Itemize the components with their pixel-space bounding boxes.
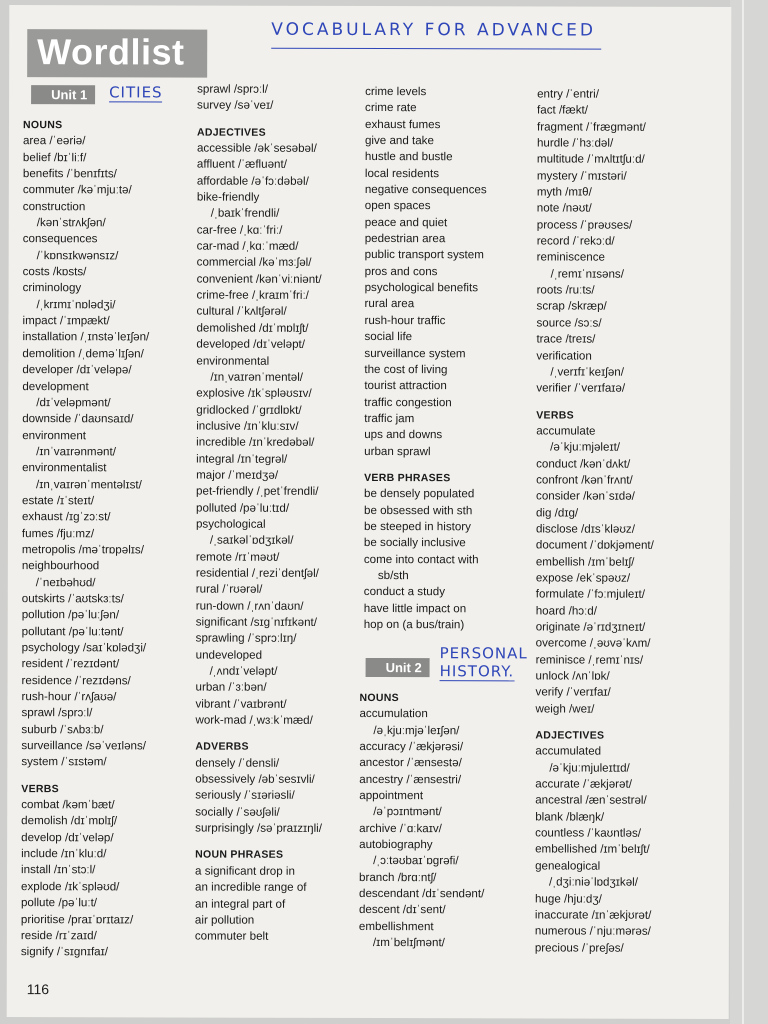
word-entry: inaccurate /ɪnˈækjʊrət/	[534, 908, 652, 922]
word-entry: process /ˈprəʊses/	[536, 218, 633, 232]
word-entry: installation /ˌɪnstəˈleɪʃən/	[22, 330, 150, 344]
word-entry: huge /hjuːdʒ/	[534, 891, 602, 906]
word-entry: resident /ˈrezɪdənt/	[21, 657, 120, 671]
column-3-top	[364, 84, 487, 634]
word-entry: fumes /fjuːmz/	[21, 526, 95, 540]
word-entry: environmentalist	[22, 461, 107, 475]
pronunciation-line: /ɪnˈvaɪrənmənt/	[36, 445, 116, 459]
word-entry: negative consequences	[364, 183, 487, 197]
section-heading: ADJECTIVES	[196, 126, 266, 139]
word-entry: inclusive /ɪnˈkluːsɪv/	[196, 419, 299, 433]
word-entry: urban /ˈɜːbən/	[195, 680, 267, 695]
pronunciation-line: /ɪmˈbelɪʃmənt/	[372, 936, 445, 950]
word-entry: embellishment	[358, 919, 434, 933]
word-entry: formulate /ˈfɔːmjuleɪt/	[535, 587, 645, 602]
word-entry: estate /ɪˈsteɪt/	[22, 493, 95, 508]
word-entry: confront /kənˈfrʌnt/	[536, 473, 633, 487]
word-entry: traffic jam	[364, 411, 415, 425]
word-entry: verification	[536, 348, 592, 363]
pronunciation-line: /əˈkjuːmjəleɪt/	[550, 440, 621, 454]
column-3-bottom	[359, 690, 485, 952]
pronunciation-line: /ˌbaɪkˈfrendli/	[210, 206, 280, 221]
word-entry: signify /ˈsɪgnɪfaɪ/	[20, 945, 109, 959]
page-title: Wordlist	[37, 31, 185, 73]
word-entry: overcome /ˌəʊvəˈkʌm/	[535, 636, 651, 651]
word-entry: an integral part of	[194, 897, 286, 911]
column-2	[195, 82, 324, 946]
pronunciation-line: /ɪnˌvaɪrənˈmentəl/	[210, 370, 304, 384]
word-entry: disclose /dɪsˈkləʊz/	[535, 522, 635, 536]
word-entry: gridlocked /ˈgrɪdlɒkt/	[196, 403, 302, 417]
word-entry: construction	[22, 199, 86, 213]
word-entry: densely /ˈdensli/	[195, 756, 280, 770]
word-entry: suburb /ˈsʌbɜːb/	[21, 722, 104, 737]
word-entry: crime-free /ˌkraɪmˈfriː/	[196, 288, 309, 302]
word-entry: accessible /əkˈsesəbəl/	[196, 141, 317, 155]
word-entry: originate /əˈrɪdʒɪneɪt/	[535, 620, 646, 634]
word-entry: roots /ruːts/	[536, 283, 595, 297]
word-entry: prioritise /praɪˈɒrɪtaɪz/	[20, 912, 134, 926]
word-entry: be socially inclusive	[363, 536, 466, 550]
word-entry: pollutant /pəˈluːtənt/	[21, 624, 124, 639]
wordlist-page	[7, 5, 732, 1019]
pronunciation-line: /ˌremɪˈnɪsəns/	[550, 267, 624, 281]
word-entry: social life	[364, 330, 413, 344]
pronunciation-line: /ˌʌndɪˈveləpt/	[209, 664, 278, 678]
word-entry: demolish /dɪˈmɒlɪʃ/	[21, 814, 118, 828]
word-entry: demolished /dɪˈmɒlɪʃt/	[196, 321, 309, 335]
word-entry: embellished /ɪmˈbelɪʃt/	[535, 842, 650, 857]
pronunciation-line: /ˌverɪfɪˈkeɪʃən/	[550, 365, 624, 379]
word-entry: the cost of living	[364, 362, 448, 377]
word-entry: open spaces	[364, 199, 431, 213]
pronunciation-line: /ɪnˌvaɪrənˈmentəlɪst/	[36, 477, 142, 491]
word-entry: crime rate	[365, 101, 417, 115]
word-entry: unlock /ʌnˈlɒk/	[535, 669, 610, 683]
word-entry: ancestral /ænˈsestrəl/	[535, 793, 647, 808]
word-entry: come into contact with	[363, 552, 479, 566]
word-entry: developer /dɪˈveləpə/	[22, 363, 132, 377]
word-entry: record /ˈrekɔːd/	[536, 234, 615, 248]
handwritten-title: VOCABULARY FOR ADVANCED	[271, 19, 597, 41]
word-entry: branch /brɑːntʃ/	[359, 870, 437, 884]
word-entry: peace and quiet	[364, 215, 448, 229]
handwritten-underline	[271, 48, 601, 50]
pronunciation-line: /ˌdʒiːniəˈlɒdʒɪkəl/	[549, 875, 638, 889]
pronunciation-line: /ˌsaɪkəlˈɒdʒɪkəl/	[209, 533, 294, 548]
word-entry: consequences	[22, 232, 98, 246]
word-entry: install /ɪnˈstɔːl/	[21, 863, 96, 877]
word-entry: run-down /ˌrʌnˈdaʊn/	[195, 599, 304, 613]
word-entry: psychology /saɪˈkɒlədʒi/	[21, 641, 147, 655]
word-entry: entry /ˈentri/	[537, 87, 599, 101]
word-entry: rush-hour /ˈrʌʃaʊə/	[21, 690, 117, 704]
word-entry: residence /ˈrezɪdəns/	[21, 673, 131, 688]
section-heading: NOUNS	[359, 691, 399, 705]
word-entry: environmental	[196, 354, 270, 368]
word-entry: exhaust /ɪgˈzɔːst/	[21, 510, 111, 524]
word-entry: sprawling /ˈsprɔːlɪŋ/	[195, 631, 297, 646]
word-entry: obsessively /əbˈsesɪvli/	[195, 772, 315, 786]
word-entry: autobiography	[359, 838, 433, 852]
word-entry: countless /ˈkaʊntləs/	[535, 826, 642, 840]
unit2-handwritten	[440, 644, 528, 681]
word-entry: mystery /ˈmɪstəri/	[536, 169, 627, 183]
word-entry: myth /mɪθ/	[536, 185, 592, 199]
word-entry: numerous /ˈnjuːmərəs/	[534, 924, 651, 938]
word-entry: hurdle /ˈhɜːdəl/	[536, 136, 614, 150]
column-4	[535, 86, 655, 956]
word-entry: pollute /pəˈluːt/	[20, 896, 98, 910]
word-entry: document /ˈdɒkjəment/	[535, 538, 654, 553]
word-entry: demolition /ˌdeməˈlɪʃən/	[22, 346, 144, 361]
word-entry: seriously /ˈsɪəriəsli/	[195, 788, 295, 803]
word-entry: accurate /ˈækjərət/	[535, 777, 632, 791]
word-entry: developed /dɪˈveləpt/	[196, 337, 306, 351]
word-entry: major /ˈmeɪdʒə/	[196, 468, 279, 482]
word-entry: local residents	[364, 166, 440, 180]
word-entry: belief /bɪˈliːf/	[22, 150, 87, 164]
word-entry: fragment /ˈfrægmənt/	[536, 120, 646, 134]
word-entry: tourist attraction	[364, 379, 447, 393]
word-entry: exhaust fumes	[364, 117, 441, 131]
pronunciation-line: /dɪˈveləpmənt/	[36, 395, 111, 410]
pronunciation-line: /ˈkɒnsɪkwənsɪz/	[36, 248, 119, 263]
word-entry: commercial /kəˈmɜːʃəl/	[196, 255, 312, 270]
unit1-handwritten: CITIES	[109, 83, 163, 102]
word-entry: sprawl /sprɔːl/	[197, 82, 268, 96]
word-entry: affordable /əˈfɔːdəbəl/	[196, 174, 309, 188]
word-entry: dig /dɪg/	[535, 506, 579, 520]
word-entry: hoard /hɔːd/	[535, 604, 597, 618]
word-entry: descendant /dɪˈsendənt/	[358, 887, 485, 901]
word-entry: significant /sɪgˈnɪfɪkənt/	[195, 615, 318, 629]
word-entry: note /nəʊt/	[536, 201, 592, 215]
word-entry: bike-friendly	[196, 190, 260, 204]
pronunciation-line: /əˈkjuːmjuleɪtɪd/	[549, 761, 630, 775]
word-entry: environment	[22, 428, 87, 442]
word-entry: convenient /kənˈviːniənt/	[196, 272, 322, 286]
word-entry: source /sɔːs/	[536, 316, 602, 330]
word-entry: hustle and bustle	[364, 150, 453, 164]
word-entry: reside /rɪˈzaɪd/	[20, 928, 97, 943]
word-entry: surprisingly /səˈpraɪzɪŋli/	[195, 821, 323, 836]
word-entry: have little impact on	[363, 601, 467, 615]
word-entry: ancestor /ˈænsestə/	[359, 756, 462, 770]
word-entry: pros and cons	[364, 264, 438, 278]
word-entry: explosive /ɪkˈspləʊsɪv/	[196, 386, 312, 401]
section-heading: NOUN PHRASES	[195, 849, 284, 862]
word-entry: accumulation	[359, 707, 428, 721]
word-entry: car-free /ˌkɑːˈfriː/	[196, 223, 283, 237]
word-entry: rural area	[364, 297, 415, 311]
word-entry: blank /blæŋk/	[535, 810, 605, 824]
section-heading: ADJECTIVES	[535, 729, 605, 742]
word-entry: incredible /ɪnˈkredəbəl/	[196, 435, 315, 450]
pronunciation-line: sb/sth	[377, 568, 409, 583]
word-entry: commuter belt	[194, 929, 269, 943]
word-entry: ancestry /ˈænsestri/	[359, 772, 462, 786]
word-entry: impact /ˈɪmpækt/	[22, 314, 110, 328]
word-entry: verifier /ˈverɪfaɪə/	[536, 381, 626, 395]
word-entry: genealogical	[535, 859, 601, 873]
word-entry: be obsessed with sth	[363, 503, 473, 517]
word-entry: give and take	[364, 134, 434, 148]
unit1-tab: Unit 1	[31, 85, 95, 104]
section-heading: VERB PHRASES	[364, 471, 451, 485]
section-heading: VERBS	[536, 408, 574, 422]
word-entry: appointment	[359, 789, 424, 803]
pronunciation-line: /kənˈstrʌkʃən/	[36, 216, 106, 230]
word-entry: conduct a study	[363, 585, 446, 599]
word-entry: car-mad /ˌkɑːˈmæd/	[196, 239, 299, 253]
word-entry: multitude /ˈmʌltɪtʃuːd/	[536, 152, 645, 167]
word-entry: development	[22, 379, 89, 393]
word-entry: consider /kənˈsɪdə/	[536, 489, 635, 503]
word-entry: neighbourhood	[21, 559, 100, 573]
word-entry: socially /ˈsəʊʃəli/	[195, 805, 280, 819]
word-entry: be steeped in history	[363, 519, 471, 534]
word-entry: surveillance system	[364, 346, 466, 360]
word-entry: affluent /ˈæfluənt/	[196, 157, 287, 172]
word-entry: pollution /pəˈluːʃən/	[21, 608, 120, 622]
word-entry: urban sprawl	[364, 444, 431, 458]
word-entry: benefits /ˈbenɪfɪts/	[22, 167, 117, 181]
word-entry: scrap /skræp/	[536, 299, 607, 314]
page-edge	[742, 0, 744, 1024]
word-entry: rural /ˈrʊərəl/	[195, 582, 263, 597]
word-entry: reminisce /ˌremɪˈnɪs/	[535, 653, 644, 667]
word-entry: expose /ekˈspəʊz/	[535, 571, 631, 585]
word-entry: embellish /ɪmˈbelɪʃ/	[535, 555, 635, 569]
word-entry: combat /kəmˈbæt/	[21, 798, 115, 812]
unit2-tab: Unit 2	[366, 658, 430, 677]
word-entry: trace /treɪs/	[536, 332, 596, 346]
word-entry: include /ɪnˈkluːd/	[21, 847, 107, 861]
word-entry: hop on (a bus/train)	[363, 617, 465, 632]
word-entry: crime levels	[365, 84, 427, 99]
word-entry: metropolis /məˈtrɒpəlɪs/	[21, 543, 144, 557]
word-entry: fact /fækt/	[537, 103, 588, 117]
word-entry: pedestrian area	[364, 232, 446, 246]
pronunciation-line: /ˌɔːtəʊbaɪˈɒgrəfi/	[373, 854, 459, 868]
word-entry: commuter /kəˈmjuːtə/	[22, 183, 132, 197]
word-entry: verify /ˈverɪfaɪ/	[535, 685, 611, 700]
word-entry: develop /dɪˈveləp/	[21, 830, 114, 845]
word-entry: undeveloped	[195, 648, 263, 662]
word-entry: be densely populated	[364, 487, 475, 501]
word-entry: accuracy /ˈækjərəsi/	[359, 740, 464, 754]
section-heading: ADVERBS	[195, 740, 249, 754]
pronunciation-line: /əˈpɔɪntmənt/	[373, 805, 442, 819]
word-entry: rush-hour traffic	[364, 313, 446, 328]
word-entry: cultural /ˈkʌltʃərəl/	[196, 305, 287, 319]
word-entry: conduct /kənˈdʌkt/	[536, 456, 631, 471]
word-entry: downside /ˈdaʊnsaɪd/	[22, 412, 134, 426]
word-entry: psychological	[195, 517, 266, 531]
word-entry: costs /kɒsts/	[22, 265, 87, 279]
word-entry: polluted /pəˈluːtɪd/	[195, 501, 290, 515]
word-entry: reminiscence	[536, 250, 605, 265]
column-1	[21, 117, 150, 961]
word-entry: pet-friendly /ˌpetˈfrendli/	[196, 484, 319, 499]
word-entry: residential /ˌreziˈdentʃəl/	[195, 566, 319, 580]
unit2-handwritten-line2: HISTORY.	[439, 662, 515, 681]
word-entry: sprawl /sprɔːl/	[21, 706, 93, 720]
word-entry: area /ˈeəriə/	[22, 134, 86, 148]
word-entry: outskirts /ˈaʊtskɜːts/	[21, 592, 124, 606]
word-entry: psychological benefits	[364, 281, 479, 295]
word-entry: work-mad /ˌwɜːkˈmæd/	[195, 713, 313, 727]
word-entry: criminology	[22, 281, 82, 295]
word-entry: a significant drop in	[195, 864, 295, 878]
word-entry: explode /ɪkˈspləʊd/	[21, 879, 120, 894]
word-entry: ups and downs	[364, 428, 443, 442]
word-entry: accumulated	[535, 744, 602, 759]
word-entry: descent /dɪˈsent/	[358, 903, 446, 917]
page-number: 116	[26, 981, 50, 998]
section-heading: NOUNS	[22, 119, 63, 132]
unit2-handwritten-line1: PERSONAL	[439, 644, 528, 663]
word-entry: remote /rɪˈməʊt/	[195, 550, 280, 564]
word-entry: accumulate	[536, 424, 596, 438]
word-entry: surveillance /səˈveɪləns/	[21, 739, 147, 753]
word-entry: air pollution	[194, 913, 255, 927]
word-entry: traffic congestion	[364, 395, 452, 409]
pronunciation-line: /ˌkrɪmɪˈnɒlədʒi/	[36, 297, 116, 312]
pronunciation-line: /əˌkjuːmjəˈleɪʃən/	[373, 723, 460, 737]
word-entry: vibrant /ˈvaɪbrənt/	[195, 697, 287, 711]
word-entry: integral /ɪnˈtegrəl/	[196, 452, 288, 466]
word-entry: system /ˈsɪstəm/	[21, 755, 107, 769]
word-entry: weigh /weɪ/	[535, 702, 595, 716]
pronunciation-line: /ˈneɪbəhʊd/	[35, 575, 96, 589]
section-heading: VERBS	[21, 782, 59, 795]
word-entry: survey /səˈveɪ/	[197, 98, 274, 113]
word-entry: archive /ˈɑːkaɪv/	[359, 821, 442, 835]
scan-margin	[730, 0, 768, 1024]
word-entry: an incredible range of	[195, 880, 307, 894]
word-entry: precious /ˈpreʃəs/	[534, 940, 624, 955]
word-entry: public transport system	[364, 248, 484, 262]
